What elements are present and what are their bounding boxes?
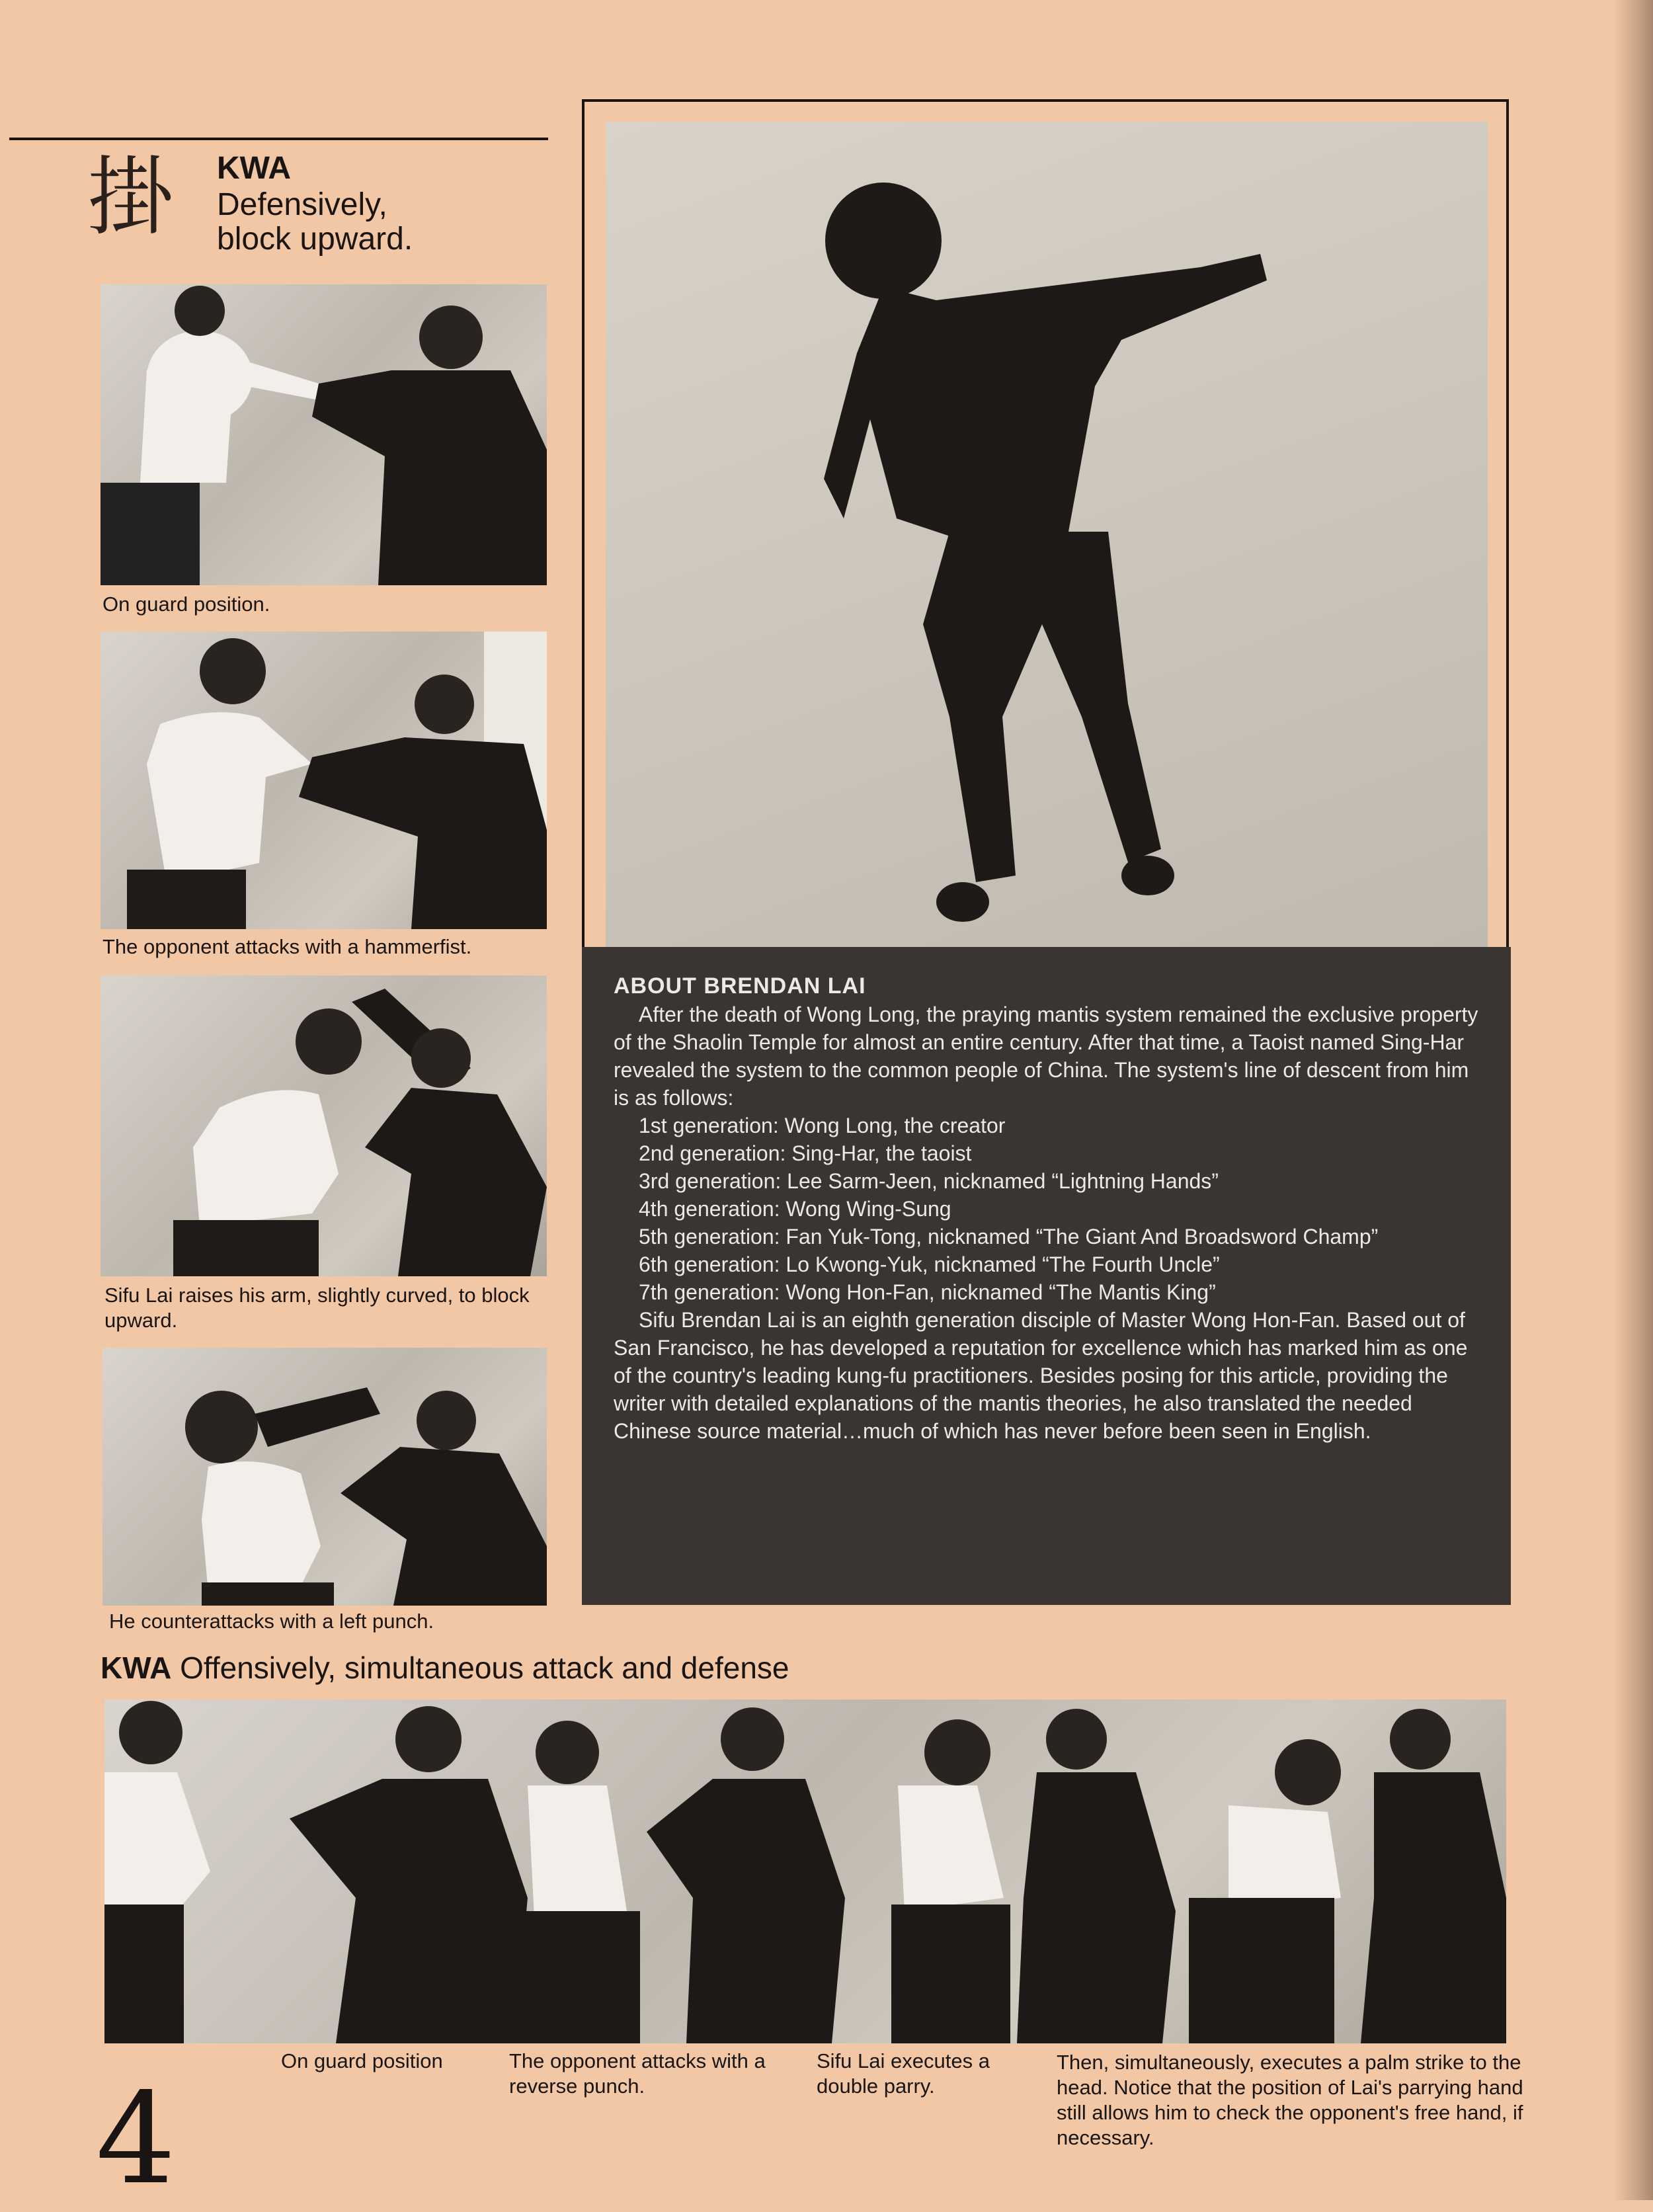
photo-raise-block bbox=[101, 975, 547, 1276]
section-title: KWA bbox=[217, 151, 291, 186]
about-closing: Sifu Brendan Lai is an eighth generation disciple of Master Wong Hon-Fan. Based out of San Francisco, he has developed a reputation for excellence which has marked him as one of the country's leading kung-fu practitioners. Besides posing for this article, providing the writer with detailed explanations of the mantis theories, he also translated the needed Chinese source material…much of which has never before been seen in English. bbox=[614, 1308, 1468, 1443]
photo-sequence-strip bbox=[104, 1700, 1506, 2043]
about-generation-6: 6th generation: Lo Kwong-Yuk, nicknamed “The Fourth Uncle” bbox=[639, 1252, 1220, 1276]
about-generation-5: 5th generation: Fan Yuk-Tong, nicknamed “The Giant And Broadsword Champ” bbox=[639, 1225, 1379, 1249]
kanji-glyph: 掛 bbox=[87, 147, 174, 247]
caption-left-2: The opponent attacks with a hammerfist. bbox=[102, 935, 472, 958]
caption-left-3: Sifu Lai raises his arm, slightly curved, to block upward. bbox=[104, 1284, 530, 1332]
main-photo-brendan-lai bbox=[606, 122, 1488, 948]
caption-left-4: He counterattacks with a left punch. bbox=[109, 1610, 434, 1633]
caption-bottom-2: The opponent attacks with a reverse punch. bbox=[509, 2049, 766, 2098]
photo-on-guard bbox=[101, 284, 547, 585]
about-heading: ABOUT BRENDAN LAI bbox=[614, 973, 866, 999]
caption-bottom-4: Then, simultaneously, executes a palm strike to the head. Notice that the position of Lai's parrying hand still allows him to check the opponent's free hand, if necessary. bbox=[1057, 2051, 1523, 2149]
caption-left-1: On guard position. bbox=[102, 593, 270, 616]
section-subtitle-line1: Defensively, bbox=[217, 187, 387, 222]
caption-bottom-1: On guard position bbox=[281, 2049, 443, 2072]
about-brendan-lai-box bbox=[582, 947, 1511, 1605]
about-generation-4: 4th generation: Wong Wing-Sung bbox=[639, 1197, 951, 1221]
caption-bottom-3: Sifu Lai executes a double parry. bbox=[817, 2049, 990, 2098]
page-edge-shadow bbox=[1613, 0, 1653, 2200]
main-photo-frame bbox=[582, 99, 1509, 947]
bottom-section-title bbox=[101, 1650, 789, 1686]
about-generation-7: 7th generation: Wong Hon-Fan, nicknamed “The Mantis King” bbox=[639, 1280, 1216, 1304]
photo-hammerfist bbox=[101, 632, 547, 929]
about-generation-2: 2nd generation: Sing-Har, the taoist bbox=[639, 1141, 972, 1165]
section-subtitle-line2: block upward. bbox=[217, 222, 413, 257]
bottom-title-bold: KWA bbox=[101, 1651, 172, 1685]
about-generation-3: 3rd generation: Lee Sarm-Jeen, nicknamed “Lightning Hands” bbox=[639, 1169, 1219, 1193]
top-rule bbox=[9, 138, 548, 140]
photo-counter-punch bbox=[102, 1348, 547, 1606]
about-intro: After the death of Wong Long, the praying mantis system remained the exclusive property of the Shaolin Temple for almost an entire century. After that time, a Taoist named Sing-Har revealed the system to the common people of China. The system's line of descent from him is as follows: bbox=[614, 1003, 1478, 1110]
about-generation-1: 1st generation: Wong Long, the creator bbox=[639, 1114, 1006, 1137]
page-number: 4 bbox=[96, 2066, 176, 2212]
bottom-title-rest: Offensively, simultaneous attack and defense bbox=[180, 1651, 789, 1685]
